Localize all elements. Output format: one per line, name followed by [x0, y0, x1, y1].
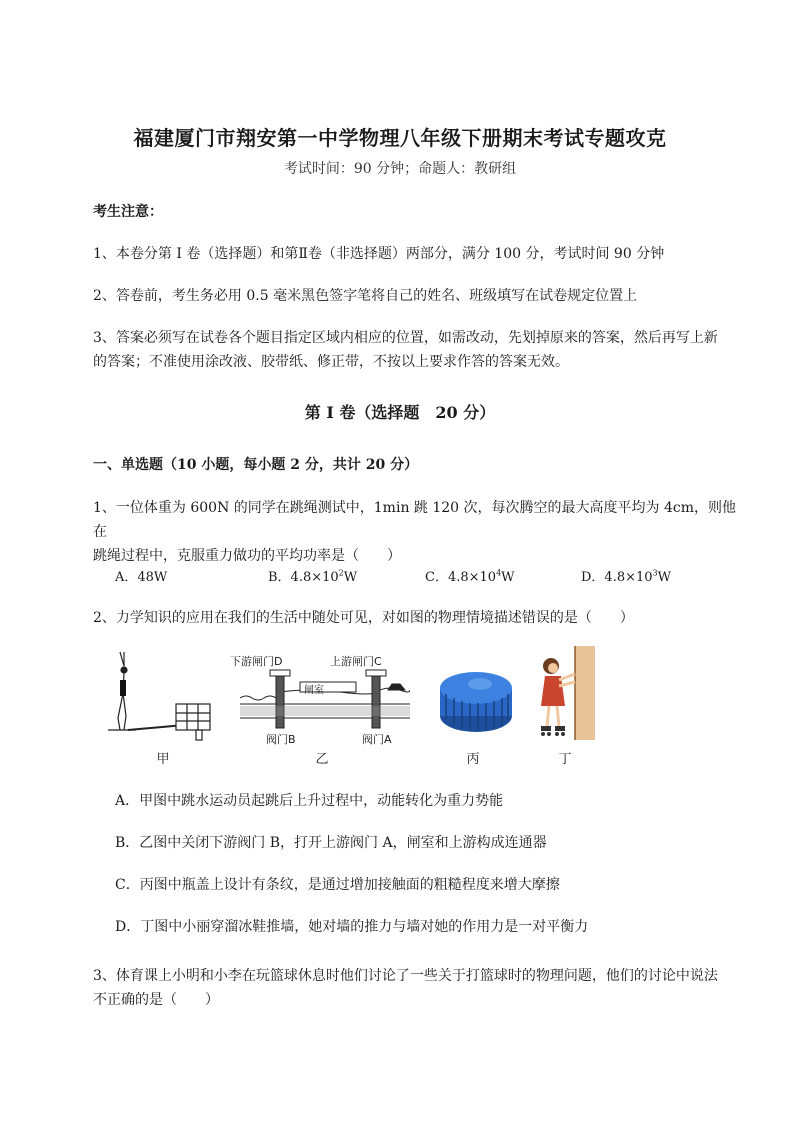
option-d-base: D．4.8×10 — [581, 570, 653, 585]
notice-item-3-line-2: 的答案；不准使用涂改液、胶带纸、修正带，不按以上要求作答的答案无效。 — [93, 354, 569, 370]
notice-heading: 考生注意： — [93, 204, 163, 220]
option-c-unit: W — [501, 570, 515, 585]
question-3-line-2: 不正确的是（ ） — [93, 992, 219, 1008]
question-1-line-2: 跳绳过程中，克服重力做功的平均功率是（ ） — [93, 548, 401, 564]
notice-item-2: 2、答卷前，考生务必用 0.5 毫米黑色签字笔将自己的姓名、班级填写在试卷规定位置上 — [93, 288, 638, 304]
option-b-exponent: 2 — [338, 568, 344, 578]
girl-pushing-wall-figure — [535, 646, 595, 742]
question-2-option-b[interactable]: B．乙图中关闭下游阀门 B，打开上游阀门 A，闸室和上游构成连通器 — [115, 835, 547, 851]
question-2-option-c[interactable]: C．丙图中瓶盖上设计有条纹，是通过增加接触面的粗糙程度来增大摩擦 — [115, 877, 560, 893]
figure-label-ding: 丁 — [558, 752, 572, 767]
figure-label-yi: 乙 — [315, 752, 329, 767]
question-1-option-b[interactable] — [268, 566, 357, 585]
option-c-base: C．4.8×10 — [425, 570, 497, 585]
notice-item-1: 1、本卷分第 I 卷（选择题）和第Ⅱ卷（非选择题）两部分，满分 100 分，考试时间 90 分钟 — [93, 246, 665, 262]
gate-d-label: 下游闸门D — [230, 655, 283, 668]
valve-a-label: 阀门A — [362, 733, 392, 746]
option-d-exponent: 3 — [652, 568, 658, 578]
ship-lock-figure — [240, 668, 410, 730]
section-title: 第 I 卷（选择题 20 分） — [304, 403, 496, 422]
lock-chamber-label: 闸室 — [304, 685, 324, 696]
diver-body — [120, 680, 126, 696]
figure-label-bing: 丙 — [466, 752, 480, 767]
bottle-cap-figure — [436, 668, 516, 736]
option-b-base: B．4.8×10 — [268, 570, 339, 585]
question-2-option-d[interactable]: D．丁图中小丽穿溜冰鞋推墙，她对墙的推力与墙对她的作用力是一对平衡力 — [115, 919, 589, 935]
question-3-line-1: 3、体育课上小明和小李在玩篮球休息时他们讨论了一些关于打篮球时的物理问题，他们的讨论中说法 — [93, 968, 718, 984]
part-heading: 一、单选题（10 小题，每小题 2 分，共计 20 分） — [93, 457, 419, 473]
question-1-stem — [93, 496, 743, 568]
exam-title: 福建厦门市翔安第一中学物理八年级下册期末考试专题攻克 — [133, 126, 667, 150]
option-d-unit: W — [657, 570, 672, 585]
question-1-option-d[interactable] — [581, 566, 671, 585]
question-1-option-c[interactable] — [425, 566, 515, 585]
question-1-option-a[interactable]: A．48W — [115, 570, 168, 585]
option-c-exponent: 4 — [496, 568, 502, 578]
question-2-option-a[interactable]: A．甲图中跳水运动员起跳后上升过程中，动能转化为重力势能 — [115, 793, 504, 809]
diver-figure — [108, 648, 218, 743]
option-b-unit: W — [343, 570, 358, 585]
figure-label-jia: 甲 — [156, 752, 170, 767]
notice-item-3-line-1: 3、答案必须写在试卷各个题目指定区域内相应的位置，如需改动，先划掉原来的答案，然后再写上新 — [93, 330, 718, 346]
gate-c-label: 上游闸门C — [330, 655, 382, 668]
exam-subtitle: 考试时间：90 分钟；命题人：教研组 — [283, 161, 517, 177]
question-3-stem — [93, 964, 743, 1012]
valve-b-label: 阀门B — [266, 733, 296, 746]
question-1-line-1: 1、一位体重为 600N 的同学在跳绳测试中，1min 跳 120 次，每次腾空的最大高度平均为 4cm，则他在 — [93, 500, 736, 540]
notice-item-3 — [93, 326, 733, 374]
question-2-stem: 2、力学知识的应用在我们的生活中随处可见，对如图的物理情境描述错误的是（ ） — [93, 610, 634, 626]
